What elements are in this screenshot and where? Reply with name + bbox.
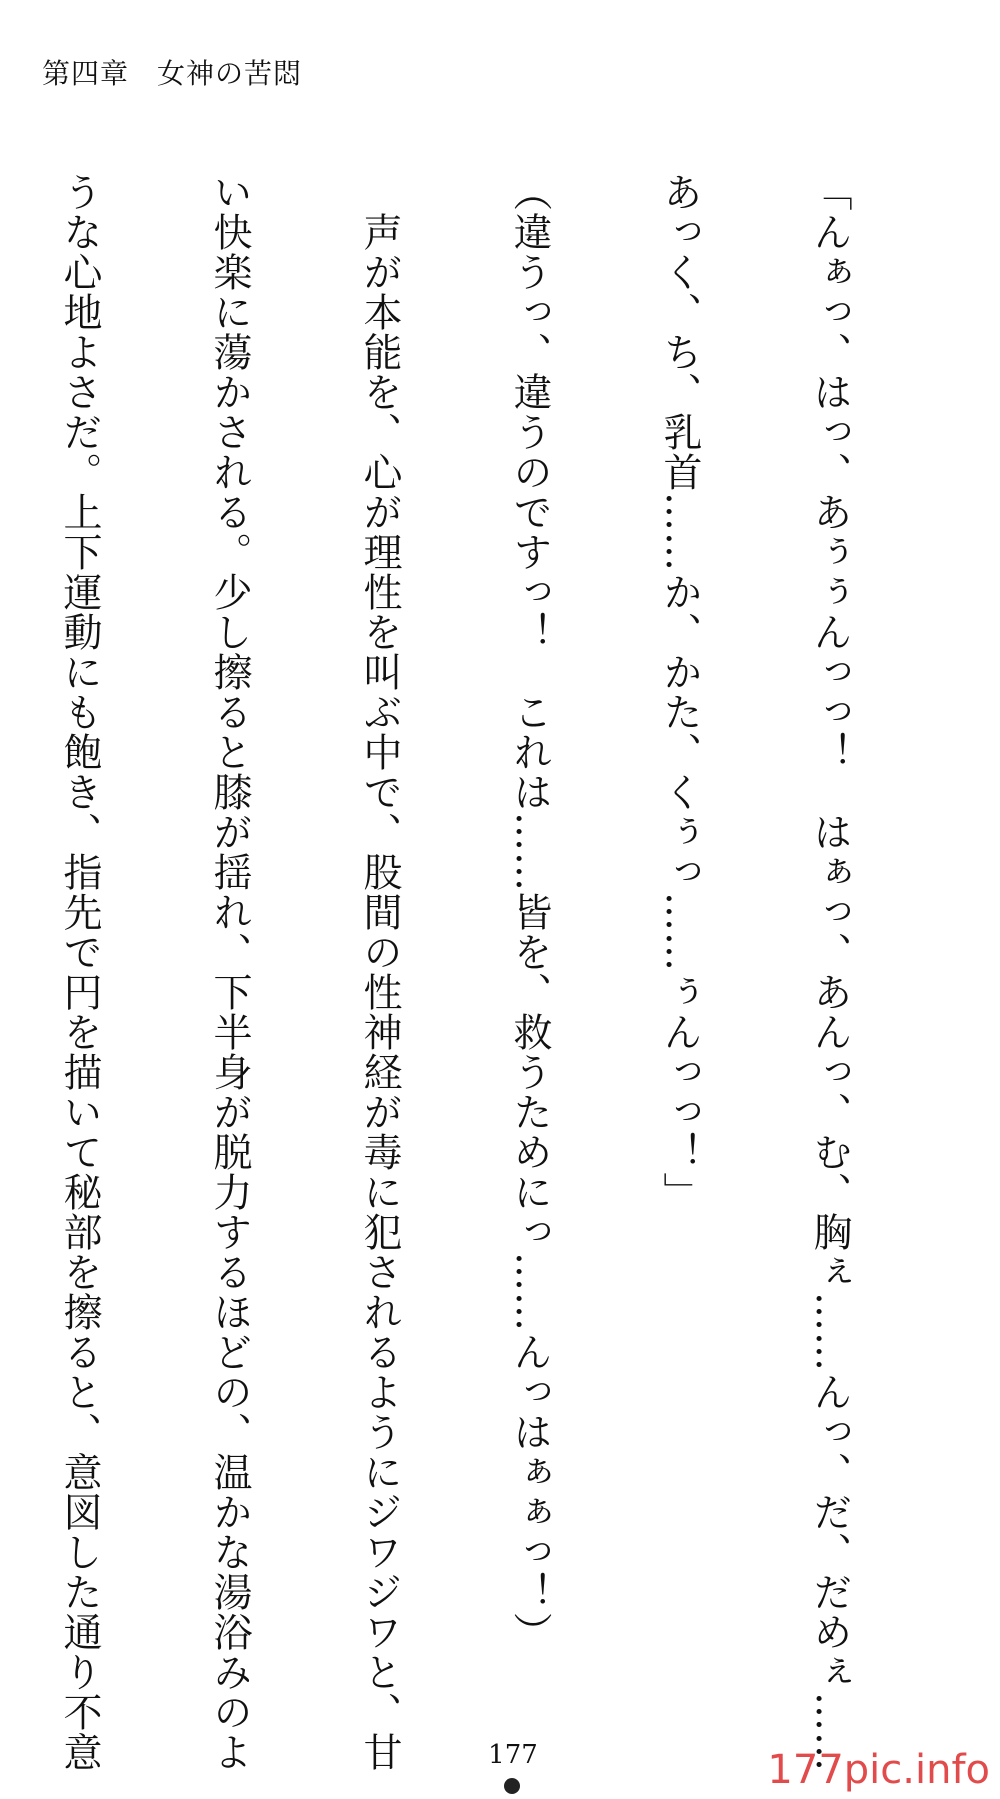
chapter-number: 第四章	[42, 57, 130, 90]
text-line: （違うっ、違うのですっ！ これは……皆を、救うためにっ……んっはぁぁっ！）	[507, 172, 552, 1652]
chapter-header	[42, 52, 302, 92]
text-line: 「んぁっ、はっ、あぅぅんっっ！ はぁっ、あんっ、む、胸ぇ……んっ、だ、だめぇ……	[807, 172, 852, 1772]
text-line: うな心地よさだ。上下運動にも飽き、指先で円を描いて秘部を擦ると、意図した通り不意	[57, 172, 102, 1772]
chapter-title: 女神の苦悶	[157, 57, 303, 90]
page-number: 177	[488, 1740, 538, 1770]
text-line: 声が本能を、心が理性を叫ぶ中で、股間の性神経が毒に犯されるようにジワジワと、甘	[357, 172, 402, 1772]
text-line: あっく、ち、乳首……か、かた、くぅっ……ぅんっっ！」	[657, 172, 702, 1212]
text-line: い快楽に蕩かされる。少し擦ると膝が揺れ、下半身が脱力するほどの、温かな湯浴みのよ	[207, 172, 252, 1772]
page-ornament-icon	[504, 1778, 520, 1794]
watermark-link[interactable]: 177pic.info	[767, 1747, 990, 1793]
